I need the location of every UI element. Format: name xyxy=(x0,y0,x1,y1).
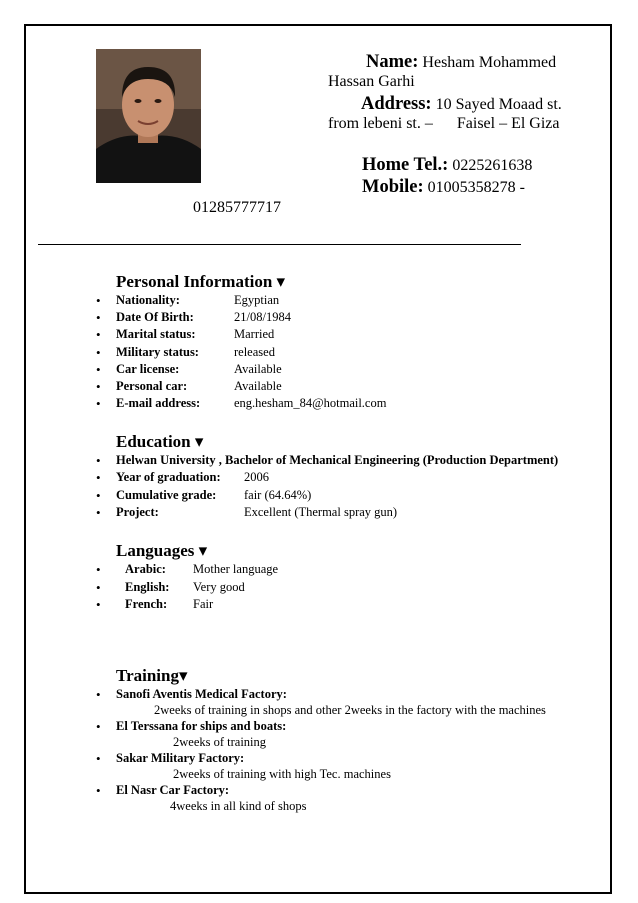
home-tel-line xyxy=(362,155,532,176)
language-label: English: xyxy=(125,579,170,594)
education-title: Education ▾ xyxy=(116,432,204,451)
bullet: • xyxy=(96,396,101,412)
bullet: • xyxy=(96,562,101,577)
address-label: Address: xyxy=(361,94,432,114)
personal-info-label: Military status: xyxy=(116,344,199,359)
bullet: • xyxy=(96,379,101,394)
personal-info-label: Date Of Birth: xyxy=(116,310,194,325)
bullet: • xyxy=(96,344,101,360)
bullet: • xyxy=(96,783,101,798)
bullet: • xyxy=(96,327,101,343)
languages-title: Languages ▾ xyxy=(116,541,208,560)
education-label: Cumulative grade: xyxy=(116,487,217,502)
personal-info-value: Available xyxy=(234,361,282,376)
bullet: • xyxy=(96,597,101,612)
bullet: • xyxy=(96,310,101,326)
language-value: Mother language xyxy=(193,562,279,576)
personal-info-label: Car license: xyxy=(116,361,180,376)
mobile-line xyxy=(362,177,525,198)
training-label: El Terssana for ships and boats: xyxy=(116,719,287,733)
address-line-2: from lebeni st. – Faisel – El Giza xyxy=(328,115,560,132)
personal-info-value: Married xyxy=(234,327,275,342)
training-label: Sakar Military Factory: xyxy=(116,751,245,765)
name-line-2: Hassan Garhi xyxy=(328,73,415,90)
training-detail: 2weeks of training xyxy=(173,735,267,749)
mobile-value: 01005358278 - xyxy=(427,179,525,196)
training-label: El Nasr Car Factory: xyxy=(116,783,230,797)
training-title: Training▾ xyxy=(116,666,188,685)
personal-info-title: Personal Information ▾ xyxy=(116,272,286,291)
personal-info-label: Nationality: xyxy=(116,293,180,307)
language-value: Very good xyxy=(193,579,245,594)
home-tel-label: Home Tel.: xyxy=(362,155,449,175)
training-label: Sanofi Aventis Medical Factory: xyxy=(116,687,287,701)
bullet: • xyxy=(96,687,101,702)
education-label: Project: xyxy=(116,505,159,519)
personal-info-value: 21/08/1984 xyxy=(234,310,291,325)
bullet: • xyxy=(96,751,101,766)
education-value: 2006 xyxy=(244,470,269,484)
training-detail: 4weeks in all kind of shops xyxy=(170,799,307,813)
language-label: Arabic: xyxy=(125,562,166,576)
personal-info-label: Marital status: xyxy=(116,327,196,342)
personal-info-value: Available xyxy=(234,379,282,393)
language-value: Fair xyxy=(193,597,214,611)
profile-photo xyxy=(96,49,201,183)
bullet: • xyxy=(96,579,101,595)
address-value: 10 Sayed Moaad st. xyxy=(435,96,562,113)
name-line-1 xyxy=(366,52,556,73)
bullet: • xyxy=(96,470,101,485)
personal-info-label: Personal car: xyxy=(116,379,188,393)
bullet: • xyxy=(96,719,101,734)
bullet: • xyxy=(96,487,101,503)
home-tel-value: 0225261638 xyxy=(452,157,533,174)
personal-info-label: E-mail address: xyxy=(116,396,201,411)
name-label: Name: xyxy=(366,52,419,72)
university-text: Helwan University , Bachelor of Mechanical Engineering (Production Department) xyxy=(116,453,559,467)
name-value: Hesham Mohammed xyxy=(422,54,557,71)
mobile-line-2: 01285777717 xyxy=(193,199,281,216)
personal-info-value: Egyptian xyxy=(234,293,280,307)
education-value: fair (64.64%) xyxy=(244,487,312,502)
education-label: Year of graduation: xyxy=(116,470,221,484)
bullet: • xyxy=(96,505,101,520)
mobile-label: Mobile: xyxy=(362,177,424,197)
education-value: Excellent (Thermal spray gun) xyxy=(244,505,398,519)
header-divider xyxy=(38,244,521,245)
personal-info-value: released xyxy=(234,344,275,359)
bullet: • xyxy=(96,453,101,468)
training-detail: 2weeks of training with high Tec. machines xyxy=(173,767,391,781)
bullet: • xyxy=(96,361,101,377)
personal-info-value: eng.hesham_84@hotmail.com xyxy=(234,396,387,411)
bullet: • xyxy=(96,293,101,308)
language-label: French: xyxy=(125,597,168,611)
training-detail: 2weeks of training in shops and other 2weeks in the factory with the machines xyxy=(154,703,546,717)
address-line-1 xyxy=(361,94,562,115)
